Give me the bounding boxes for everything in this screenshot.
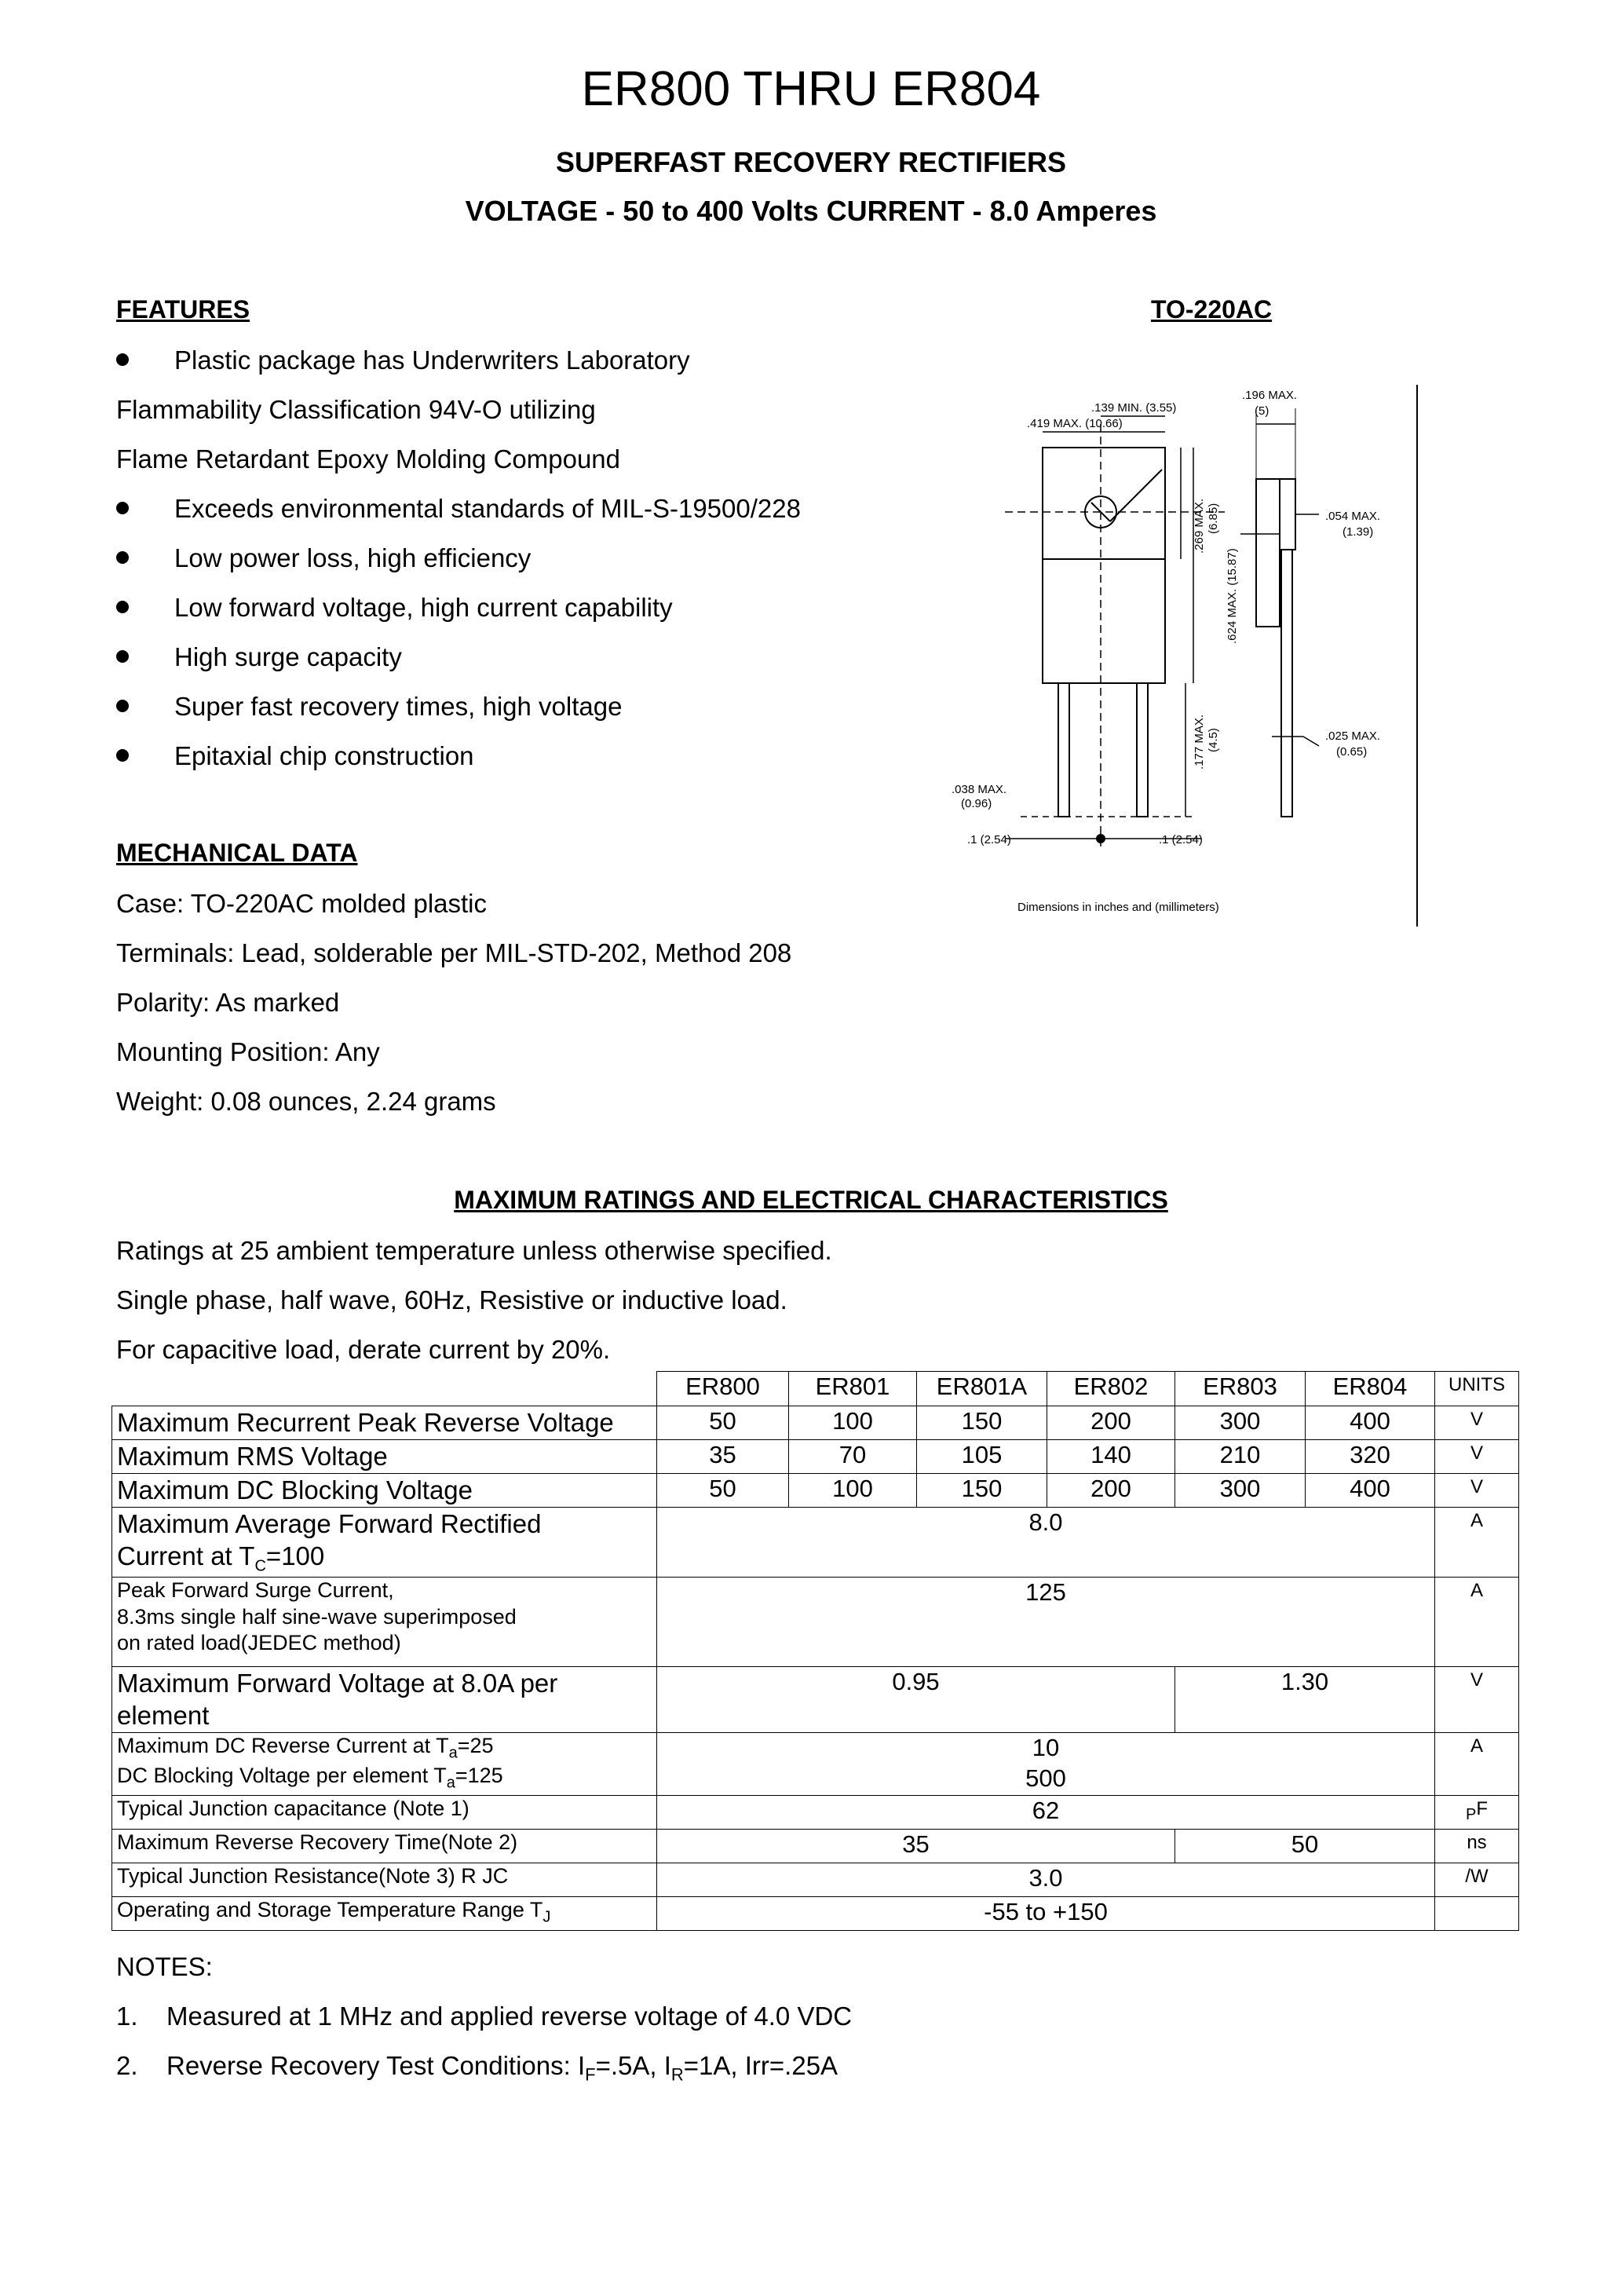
cell-unit: V (1435, 1440, 1519, 1474)
ratings-note: For capacitive load, derate current by 20%. (116, 1335, 611, 1364)
cell-value: 1.30 (1175, 1666, 1435, 1732)
cell-value: 50 (1175, 1829, 1435, 1863)
cell-value: 320 (1306, 1440, 1435, 1474)
cell-value: 35 (657, 1440, 789, 1474)
table-row (112, 1863, 1519, 1896)
row-label: Maximum DC Blocking Voltage (112, 1474, 657, 1508)
row-label: Typical Junction capacitance (Note 1) (112, 1795, 657, 1829)
page-title: ER800 THRU ER804 (581, 62, 1041, 116)
svg-text:.038 MAX.: .038 MAX. (952, 783, 1007, 796)
cell-value: 62 (657, 1795, 1435, 1829)
mechanical-line: Polarity: As marked (116, 988, 340, 1017)
svg-text:.1 (2.54): .1 (2.54) (1159, 833, 1203, 846)
note-item: 2. Reverse Recovery Test Conditions: $I_F=.5A$, $I_R=1A$, Irr=.25A (116, 2051, 838, 2085)
feature-text: Flammability Classification 94V-O utilizing (116, 395, 596, 424)
svg-text:.025 MAX.: .025 MAX. (1325, 729, 1381, 743)
cell-value: 140 (1047, 1440, 1175, 1474)
cell-value: 400 (1306, 1474, 1435, 1508)
cell-value: 0.95 (657, 1666, 1175, 1732)
cell-value: 300 (1175, 1406, 1306, 1440)
svg-text:Dimensions in inches and (mill: Dimensions in inches and (millimeters) (1017, 901, 1219, 914)
package-heading: TO-220AC (1151, 295, 1273, 324)
bullet-icon (116, 353, 129, 366)
cell-value: 100 (789, 1406, 917, 1440)
cell-value: 200 (1047, 1406, 1175, 1440)
cell-unit: $_P$F (1435, 1795, 1519, 1829)
mechanical-line: Mounting Position: Any (116, 1037, 380, 1066)
svg-text:.177 MAX.: .177 MAX. (1193, 714, 1206, 770)
feature-item: Exceeds environmental standards of MIL-S-19500/228 (116, 494, 801, 524)
table-row (112, 1440, 1519, 1474)
cell-unit: ns (1435, 1829, 1519, 1863)
row-label: Operating and Storage Temperature Range $T_J$ (112, 1896, 657, 1930)
cell-value: 70 (789, 1440, 917, 1474)
cell-unit (1435, 1896, 1519, 1930)
svg-text:(4.5): (4.5) (1207, 728, 1220, 752)
features-heading: FEATURES (116, 295, 250, 324)
row-label: Maximum DC Reverse Current at $T_a=25$ DC Blocking Voltage per element $T_a=125$ (112, 1732, 657, 1795)
cell-value: 100 (789, 1474, 917, 1508)
table-header-row (112, 1372, 1519, 1406)
table-row (112, 1829, 1519, 1863)
cell-value: 10 500 (657, 1732, 1435, 1795)
svg-text:.196 MAX.: .196 MAX. (1242, 389, 1298, 402)
svg-text:(6.85): (6.85) (1207, 503, 1220, 534)
package-outline-drawing (926, 377, 1429, 927)
cell-unit: V (1435, 1406, 1519, 1440)
svg-text:(1.39): (1.39) (1343, 525, 1374, 539)
row-label: Maximum Reverse Recovery Time(Note 2) (112, 1829, 657, 1863)
bullet-icon (116, 502, 129, 514)
table-row (112, 1508, 1519, 1578)
mechanical-heading: MECHANICAL DATA (116, 839, 358, 867)
feature-item: Low forward voltage, high current capability (116, 593, 673, 623)
cell-unit: V (1435, 1474, 1519, 1508)
table-row (112, 1732, 1519, 1795)
cell-value: 400 (1306, 1406, 1435, 1440)
row-label: Typical Junction Resistance(Note 3) R JC (112, 1863, 657, 1896)
cell-value: 50 (657, 1406, 789, 1440)
row-label: Maximum Recurrent Peak Reverse Voltage (112, 1406, 657, 1440)
svg-text:(0.65): (0.65) (1336, 745, 1368, 759)
bullet-icon (116, 650, 129, 663)
table-row (112, 1896, 1519, 1930)
row-label: Maximum Average Forward Rectified Current at $T_C=100$ (112, 1508, 657, 1578)
bullet-icon (116, 700, 129, 712)
svg-text:.419 MAX. (10.66): .419 MAX. (10.66) (1027, 417, 1123, 430)
cell-unit: A (1435, 1508, 1519, 1578)
bullet-icon (116, 551, 129, 564)
svg-text:(0.96): (0.96) (961, 797, 992, 810)
bullet-icon (116, 601, 129, 613)
svg-text:.269 MAX.: .269 MAX. (1193, 498, 1206, 554)
cell-value: 8.0 (657, 1508, 1435, 1578)
column-header: ER801 (789, 1372, 917, 1406)
svg-text:.139 MIN. (3.55): .139 MIN. (3.55) (1091, 401, 1177, 415)
row-label: Maximum RMS Voltage (112, 1440, 657, 1474)
ratings-note: Ratings at 25 ambient temperature unless otherwise specified. (116, 1236, 832, 1265)
mechanical-line: Weight: 0.08 ounces, 2.24 grams (116, 1087, 496, 1116)
rating-summary: VOLTAGE - 50 to 400 Volts CURRENT - 8.0 Amperes (465, 195, 1157, 227)
cell-value: 35 (657, 1829, 1175, 1863)
row-label: Peak Forward Surge Current, 8.3ms single half sine-wave superimposed on rated load(JEDEC method) (112, 1577, 657, 1666)
cell-unit: /W (1435, 1863, 1519, 1896)
notes-heading: NOTES: (116, 1952, 213, 1981)
feature-item: Super fast recovery times, high voltage (116, 692, 622, 722)
cell-value: 3.0 (657, 1863, 1435, 1896)
cell-unit: A (1435, 1577, 1519, 1666)
feature-item: High surge capacity (116, 642, 402, 672)
column-header: ER800 (657, 1372, 789, 1406)
cell-value: 300 (1175, 1474, 1306, 1508)
svg-text:(5): (5) (1255, 404, 1269, 418)
svg-text:.624 MAX. (15.87): .624 MAX. (15.87) (1226, 548, 1239, 644)
cell-value: 150 (917, 1406, 1047, 1440)
column-header: ER801A (917, 1372, 1047, 1406)
ratings-heading: MAXIMUM RATINGS AND ELECTRICAL CHARACTERISTICS (454, 1186, 1168, 1214)
table-row (112, 1666, 1519, 1732)
cell-value: 125 (657, 1577, 1435, 1666)
ratings-table (111, 1371, 1519, 1931)
svg-text:.1 (2.54): .1 (2.54) (967, 833, 1011, 846)
table-row (112, 1474, 1519, 1508)
table-row (112, 1406, 1519, 1440)
units-header: UNITS (1435, 1372, 1519, 1406)
svg-text:.054 MAX.: .054 MAX. (1325, 510, 1381, 523)
feature-item: Epitaxial chip construction (116, 741, 474, 771)
cell-value: 50 (657, 1474, 789, 1508)
note-item: 1. Measured at 1 MHz and applied reverse voltage of 4.0 VDC (116, 2002, 853, 2031)
mechanical-line: Case: TO-220AC molded plastic (116, 889, 488, 918)
cell-value: 200 (1047, 1474, 1175, 1508)
page-subtitle: SUPERFAST RECOVERY RECTIFIERS (555, 146, 1067, 178)
cell-unit: A (1435, 1732, 1519, 1795)
column-header: ER804 (1306, 1372, 1435, 1406)
header-blank (112, 1372, 657, 1406)
column-header: ER802 (1047, 1372, 1175, 1406)
feature-item: Low power loss, high efficiency (116, 543, 531, 573)
cell-unit: V (1435, 1666, 1519, 1732)
cell-value: 105 (917, 1440, 1047, 1474)
feature-text: Flame Retardant Epoxy Molding Compound (116, 444, 621, 473)
cell-value: 150 (917, 1474, 1047, 1508)
ratings-note: Single phase, half wave, 60Hz, Resistive or inductive load. (116, 1285, 787, 1314)
bullet-icon (116, 749, 129, 762)
table-row (112, 1577, 1519, 1666)
column-header: ER803 (1175, 1372, 1306, 1406)
cell-value: 210 (1175, 1440, 1306, 1474)
cell-value: -55 to +150 (657, 1896, 1435, 1930)
feature-item: Plastic package has Underwriters Laboratory (116, 345, 690, 375)
row-label: Maximum Forward Voltage at 8.0A per element (112, 1666, 657, 1732)
mechanical-line: Terminals: Lead, solderable per MIL-STD-202, Method 208 (116, 938, 792, 967)
table-row (112, 1795, 1519, 1829)
